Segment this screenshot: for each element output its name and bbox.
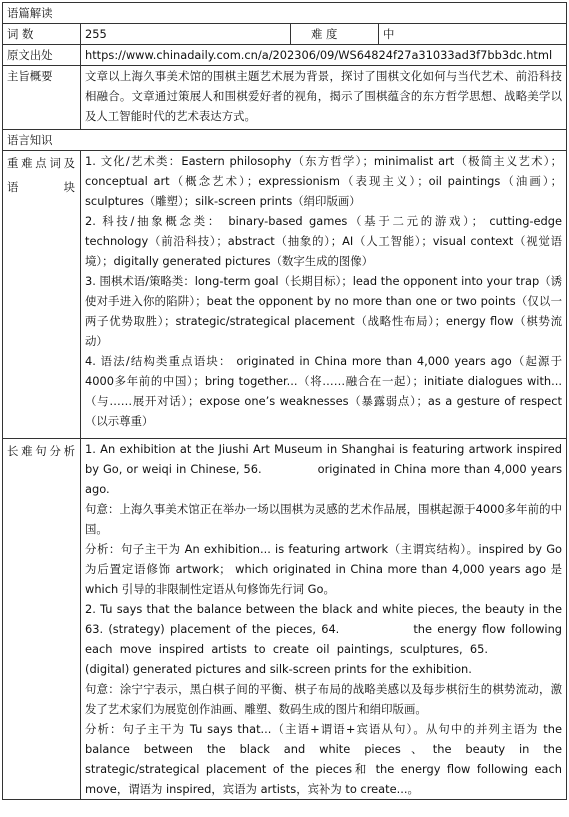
sentence-1-meaning: 句意：上海久事美术馆正在举办一场以围棋为灵感的艺术作品展，围棋起源于4000多年前的中国。 [85,502,563,536]
word-count-value: 255 [81,24,291,45]
sentence-2-part-c: the energy flow following each move inspired artists to create oil paintings, sculptures, 65. [85,622,563,656]
sentence-2 [85,599,562,679]
summary-text [81,66,567,130]
sentence-2-analysis: 分析：句子主干为 Tu says that...（主语+谓语+宾语从句）。从句中的并列主语为 the balance between the black and white pieces、the beauty in the strategic/strategical placement of the pieces和 the energy flow following each move，谓语为 inspired，宾语为 artists，宾补为 to create...。 [85,722,563,796]
key-phrases-label: 重难点词及语块 [3,151,81,439]
sentence-2-meaning: 句意：涂宁宁表示，黑白棋子间的平衡、棋子布局的战略美感以及每步棋衍生的棋势流动，激发了艺术家们为展览创作油画、雕塑、数码生成的图片和绢印版画。 [85,682,563,716]
difficulty-label: 难 度 [291,24,379,45]
summary-label: 主旨概要 [3,66,81,130]
key-item-go-terms: 3. 围棋术语/策略类：long-term goal（长期目标）；lead the opponent into your trap（诱使对手进入你的陷阱）；beat the opponent by no more than one or two points（仅以一两子优势取胜）；strategic/strategical placement（战略性布局）；energy flow（棋势流动） [85,274,563,348]
long-sentence-label: 长难句分析 [3,439,81,800]
sentence-1-part-a: 1. An exhibition at the Jiushi Art Museum in Shanghai is featuring artwork inspired by Go, or weiqi in Chinese, 56. [85,442,563,476]
summary-paragraph: 文章以上海久事美术馆的围棋主题艺术展为背景，探讨了围棋文化如何与当代艺术、前沿科技相融合。文章通过策展人和围棋爱好者的视角，揭示了围棋蕴含的东方哲学思想、战略美学以及人工智能时代的艺术表达方式。 [85,69,563,123]
key-item-grammar: 4. 语法/结构类重点语块： originated in China more than 4,000 years ago（起源于4000多年前的中国）；bring together...（将……融合在一起）；initiate dialogues with...（与……展开对话）；expose one’s weaknesses（暴露弱点）；as a gesture of respect（以示尊重） [85,354,563,428]
key-phrases-content [81,151,567,439]
sentence-1 [85,439,562,499]
key-item-culture: 1. 文化/艺术类：Eastern philosophy（东方哲学）；minimalist art（极简主义艺术）；conceptual art（概念艺术）；expressionism（表现主义）；oil paintings（油画）；sculptures（雕塑）；silk-screen prints（绢印版画） [85,154,563,208]
source-url: https://www.chinadaily.com.cn/a/202306/09/WS64824f27a31033ad3f7bb3dc.html [81,45,567,66]
sentence-2-part-d: (digital) generated pictures and silk-screen prints for the exhibition. [85,662,472,676]
section-title-reading: 语篇解读 [3,3,567,24]
reading-analysis-table [2,2,567,800]
difficulty-value: 中 [379,24,567,45]
key-item-tech: 2. 科技/抽象概念类： binary-based games（基于二元的游戏）； cutting-edge technology（前沿科技）；abstract（抽象的）；AI（人工智能）；visual context（视觉语境）；digitally generated pictures（数字生成的图像） [85,214,563,268]
sentence-2-part-b: (strategy) placement of the pieces, 64. [108,622,340,636]
source-label: 原文出处 [3,45,81,66]
long-sentence-content [81,439,567,800]
sentence-1-analysis: 分析：句子主干为 An exhibition... is featuring artwork（主谓宾结构）。inspired by Go 为后置定语修饰 artwork； which originated in China more than 4,000 years ago 是 which 引导的非限制性定语从句修饰先行词 Go。 [85,542,563,596]
section-title-language: 语言知识 [3,130,567,151]
word-count-label: 词 数 [3,24,81,45]
sentence-1-part-b: originated in China more than 4,000 years ago. [85,462,563,496]
sentence-2-part-a: 2. Tu says that the balance between the black and white pieces, the beauty in the 63. [85,602,563,636]
